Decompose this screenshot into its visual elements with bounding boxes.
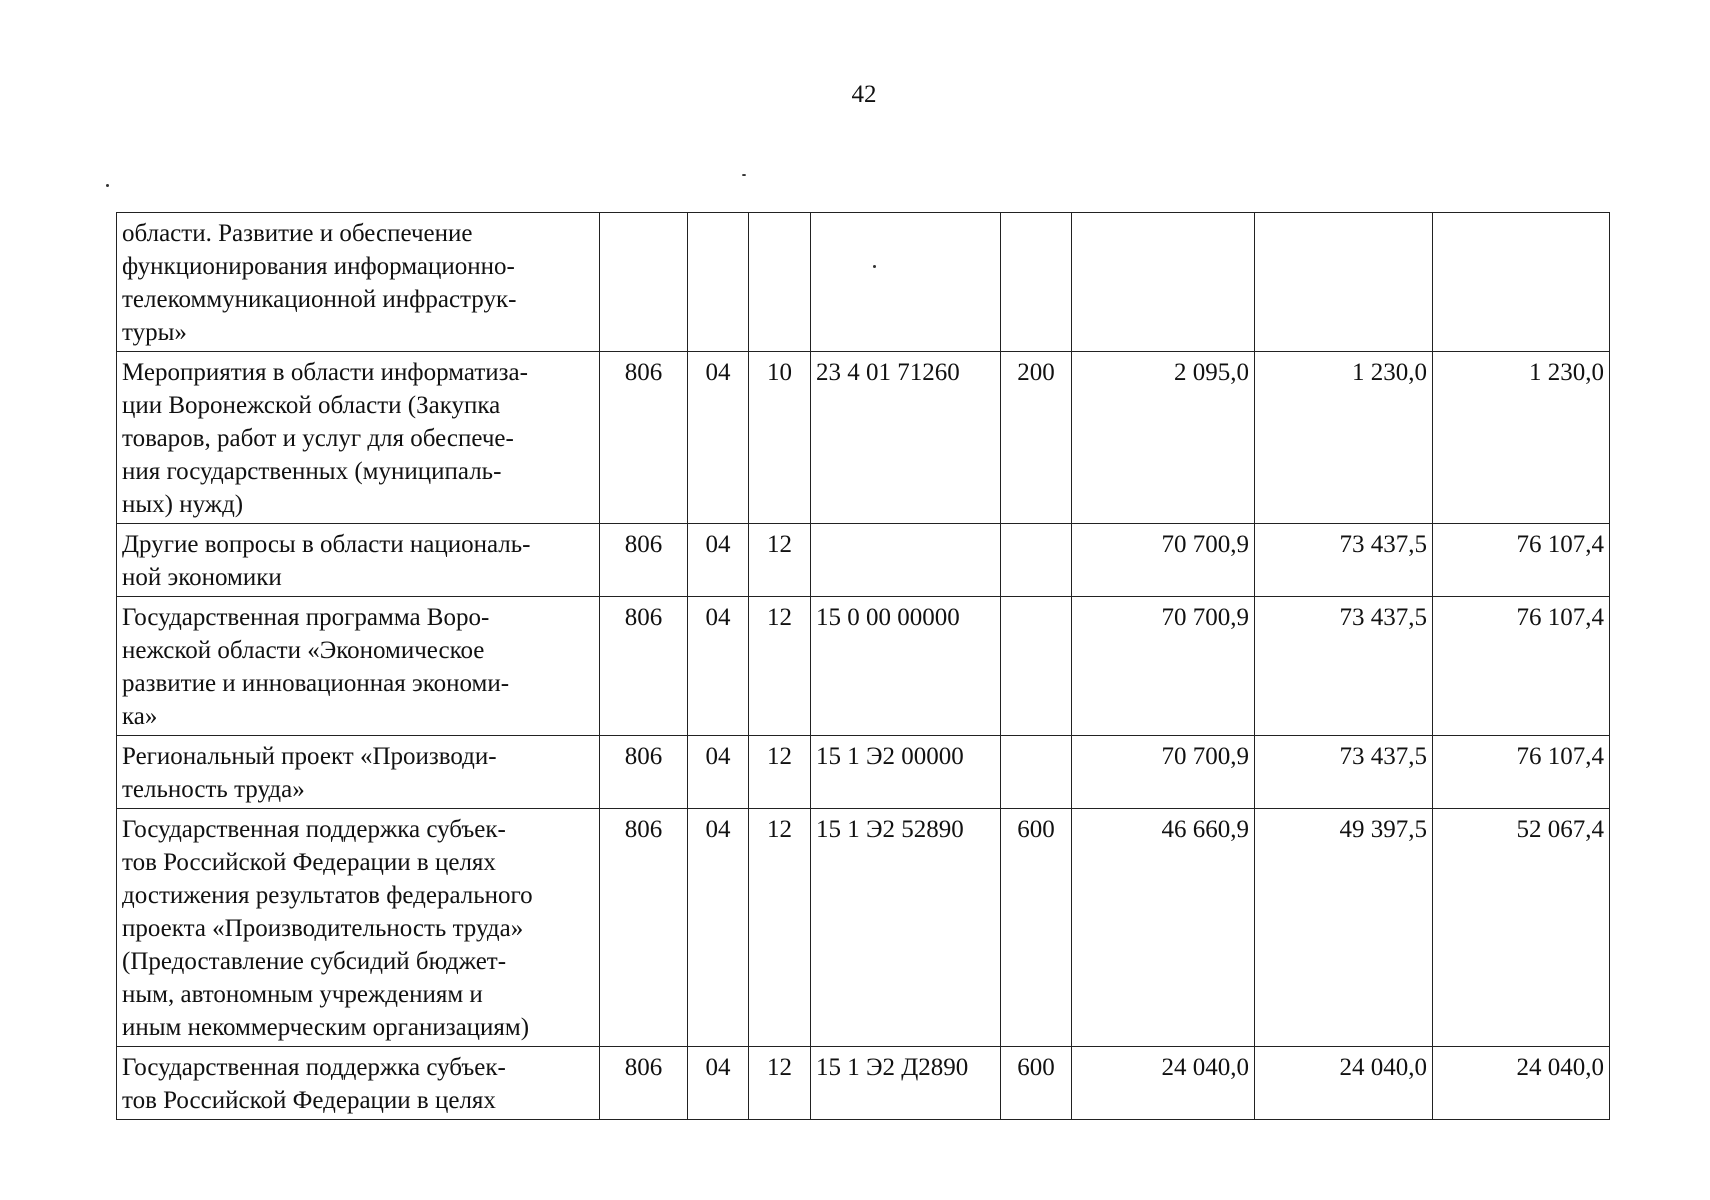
name-line: Государственная поддержка субъек- (122, 816, 506, 843)
ministry-code: 806 (600, 809, 688, 1047)
amount-year-1 (1072, 213, 1255, 352)
section-code: 04 (688, 809, 749, 1047)
name-line: ных) нужд) (122, 491, 244, 518)
ministry-code: 806 (600, 524, 688, 597)
amount-year-1: 70 700,9 (1072, 524, 1255, 597)
page-number: 42 (851, 81, 877, 108)
name-line: области. Развитие и обеспечение (122, 220, 473, 247)
amount-year-1: 46 660,9 (1072, 809, 1255, 1047)
name-line: Мероприятия в области информатиза- (122, 359, 528, 386)
ministry-code (600, 213, 688, 352)
row-name (117, 597, 600, 736)
target-article: 15 1 Э2 Д2890 (811, 1047, 1001, 1120)
table-row (117, 597, 1610, 736)
amount-year-2: 49 397,5 (1255, 809, 1433, 1047)
table-row (117, 352, 1610, 524)
name-line: иным некоммерческим организациям) (122, 1014, 530, 1041)
target-article: 15 1 Э2 00000 (811, 736, 1001, 809)
row-name (117, 524, 600, 597)
subsection-code: 12 (749, 1047, 811, 1120)
amount-year-3: 76 107,4 (1433, 524, 1610, 597)
amount-year-2: 1 230,0 (1255, 352, 1433, 524)
amount-year-2: 73 437,5 (1255, 736, 1433, 809)
name-line: ния государственных (муниципаль- (122, 458, 502, 485)
table-row (117, 213, 1610, 352)
amount-year-3: 76 107,4 (1433, 597, 1610, 736)
subsection-code: 10 (749, 352, 811, 524)
section-code: 04 (688, 597, 749, 736)
table-body (117, 213, 1610, 1120)
section-code (688, 213, 749, 352)
name-line: тов Российской Федерации в целях (122, 1087, 496, 1114)
name-line: достижения результатов федерального (122, 882, 533, 909)
section-code: 04 (688, 352, 749, 524)
name-line: телекоммуникационной инфраструк- (122, 286, 517, 313)
name-line: (Предоставление субсидий бюджет- (122, 948, 507, 975)
section-code: 04 (688, 1047, 749, 1120)
target-article (811, 213, 1001, 352)
name-line: нежской области «Экономическое (122, 637, 485, 664)
expense-type (1001, 524, 1072, 597)
ministry-code: 806 (600, 352, 688, 524)
amount-year-2: 73 437,5 (1255, 524, 1433, 597)
expense-type (1001, 597, 1072, 736)
name-line: тов Российской Федерации в целях (122, 849, 496, 876)
name-line: Государственная поддержка субъек- (122, 1054, 506, 1081)
amount-year-3 (1433, 213, 1610, 352)
scan-speck (742, 174, 746, 176)
ministry-code: 806 (600, 1047, 688, 1120)
amount-year-2: 73 437,5 (1255, 597, 1433, 736)
scan-speck (106, 184, 109, 187)
table-row (117, 524, 1610, 597)
amount-year-2 (1255, 213, 1433, 352)
amount-year-1: 24 040,0 (1072, 1047, 1255, 1120)
amount-year-3: 24 040,0 (1433, 1047, 1610, 1120)
ministry-code: 806 (600, 597, 688, 736)
name-line: Региональный проект «Производи- (122, 743, 497, 770)
budget-table (116, 212, 1610, 1120)
section-code: 04 (688, 524, 749, 597)
amount-year-3: 76 107,4 (1433, 736, 1610, 809)
expense-type (1001, 736, 1072, 809)
expense-type: 200 (1001, 352, 1072, 524)
subsection-code: 12 (749, 597, 811, 736)
name-line: ным, автономным учреждениям и (122, 981, 483, 1008)
name-line: туры» (122, 319, 187, 346)
section-code: 04 (688, 736, 749, 809)
name-line: Государственная программа Воро- (122, 604, 490, 631)
row-name (117, 809, 600, 1047)
name-line: ной экономики (122, 564, 282, 591)
row-name (117, 213, 600, 352)
amount-year-3: 52 067,4 (1433, 809, 1610, 1047)
subsection-code (749, 213, 811, 352)
subsection-code: 12 (749, 524, 811, 597)
amount-year-1: 70 700,9 (1072, 597, 1255, 736)
name-line: тельность труда» (122, 776, 305, 803)
table-row (117, 1047, 1610, 1120)
subsection-code: 12 (749, 809, 811, 1047)
ministry-code: 806 (600, 736, 688, 809)
name-line: ка» (122, 703, 158, 730)
target-article: 15 0 00 00000 (811, 597, 1001, 736)
row-name (117, 352, 600, 524)
amount-year-3: 1 230,0 (1433, 352, 1610, 524)
name-line: проекта «Производительность труда» (122, 915, 524, 942)
name-line: Другие вопросы в области националь- (122, 531, 531, 558)
amount-year-1: 70 700,9 (1072, 736, 1255, 809)
name-line: товаров, работ и услуг для обеспече- (122, 425, 514, 452)
table-row (117, 736, 1610, 809)
subsection-code: 12 (749, 736, 811, 809)
row-name (117, 736, 600, 809)
expense-type (1001, 213, 1072, 352)
expense-type: 600 (1001, 1047, 1072, 1120)
name-line: функционирования информационно- (122, 253, 515, 280)
amount-year-1: 2 095,0 (1072, 352, 1255, 524)
amount-year-2: 24 040,0 (1255, 1047, 1433, 1120)
name-line: ции Воронежской области (Закупка (122, 392, 501, 419)
expense-type: 600 (1001, 809, 1072, 1047)
name-line: развитие и инновационная экономи- (122, 670, 510, 697)
target-article: 23 4 01 71260 (811, 352, 1001, 524)
target-article: 15 1 Э2 52890 (811, 809, 1001, 1047)
row-name (117, 1047, 600, 1120)
target-article (811, 524, 1001, 597)
table-row (117, 809, 1610, 1047)
